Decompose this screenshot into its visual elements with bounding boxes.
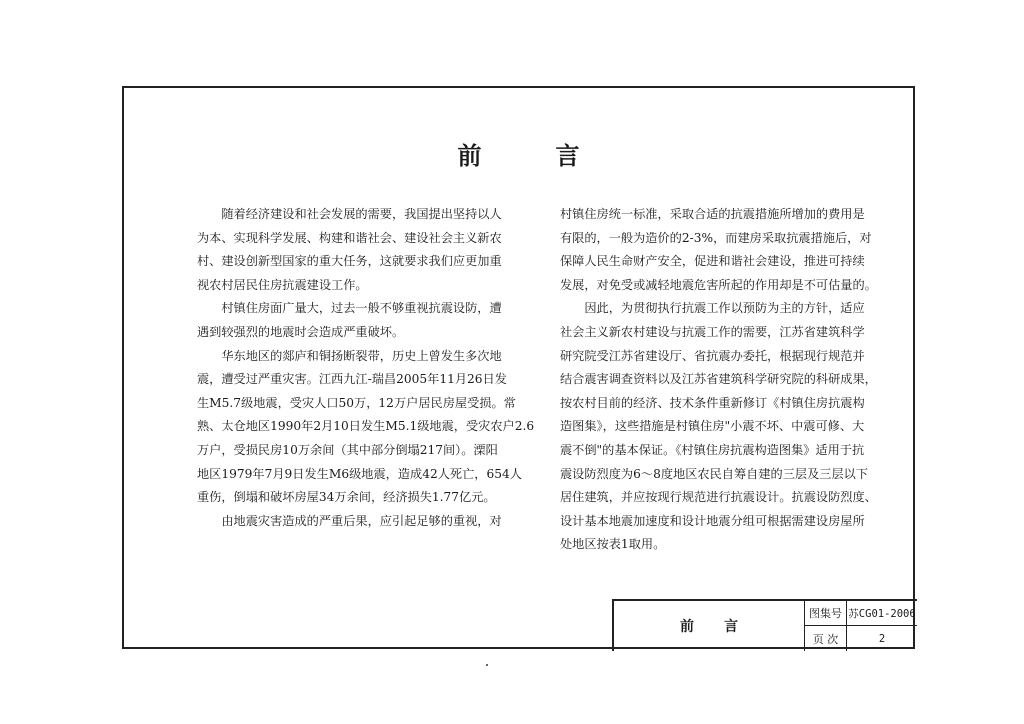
text-line: 重伤，倒塌和破坏房屋34万余间，经济损失1.77亿元。 <box>197 490 496 505</box>
text-line: 设计基本地震加速度和设计地震分组可根据需建设房屋所 <box>560 513 865 528</box>
text-line: 社会主义新农村建设与抗震工作的需要，江苏省建筑科学 <box>560 324 865 339</box>
page-title: 前言 <box>457 142 654 170</box>
page-number-value: 2 <box>878 632 886 645</box>
right-text-column <box>560 203 880 557</box>
text-line: 随着经济建设和社会发展的需要，我国提出坚持以人 <box>197 207 502 221</box>
text-line: 有限的，一般为造价的2-3%，而建房采取抗震措施后，对 <box>560 230 872 245</box>
page-number-row <box>805 626 917 651</box>
title-block-drawing-name: 前言 <box>680 619 768 635</box>
text-line: 遇到较强烈的地震时会造成严重破坏。 <box>197 324 405 339</box>
left-text-column <box>197 203 535 533</box>
text-line: 生M5.7级地震，受灾人口50万，12万户居民房屋受损。常 <box>197 395 516 410</box>
text-line: 视农村居民住房抗震建设工作。 <box>197 277 368 292</box>
text-line: 震设防烈度为6～8度地区农民自筹自建的三层及三层以下 <box>560 466 869 481</box>
atlas-number-row <box>805 601 917 626</box>
text-line: 地区1979年7月9日发生M6级地震，造成42人死亡，654人 <box>197 466 522 481</box>
text-line: 震，遭受过严重灾害。江西九江-瑞昌2005年11月26日发 <box>197 372 507 387</box>
text-line: 为本、实现科学发展、构建和谐社会、建设社会主义新农 <box>197 230 502 245</box>
text-line: 发展，对免受或减轻地震危害所起的作用却是不可估量的。 <box>560 277 877 292</box>
text-line: 研究院受江苏省建设厅、省抗震办委托，根据现行规范并 <box>560 348 865 363</box>
title-block-grid <box>804 601 917 651</box>
text-line: 村、建设创新型国家的重大任务，这就要求我们应更加重 <box>197 254 502 269</box>
scan-speck <box>486 664 488 666</box>
text-line: 按农村目前的经济、技术条件重新修订《村镇住房抗震构 <box>560 395 865 410</box>
text-line: 震不倒"的基本保证。《村镇住房抗震构造图集》适用于抗 <box>560 442 865 457</box>
text-line: 结合震害调查资料以及江苏省建筑科学研究院的科研成果， <box>560 372 877 387</box>
text-line: 造图集》，这些措施是村镇住房"小震不坏、中震可修、大 <box>560 419 865 434</box>
text-line: 万户，受损民房10万余间（其中部分倒塌217间）。溧阳 <box>197 442 498 457</box>
text-line: 由地震灾害造成的严重后果，应引起足够的重视，对 <box>197 513 502 528</box>
atlas-number-value: 苏CG01-2006 <box>848 607 916 620</box>
text-line: 处地区按表1取用。 <box>560 537 666 552</box>
text-line: 村镇住房统一标准，采取合适的抗震措施所增加的费用是 <box>560 207 865 221</box>
text-line: 保障人民生命财产安全，促进和谐社会建设，推进可持续 <box>560 254 865 269</box>
text-line: 村镇住房面广量大，过去一般不够重视抗震设防，遭 <box>197 301 502 316</box>
text-line: 熟、太仓地区1990年2月10日发生M5.1级地震，受灾农户2.6 <box>197 419 535 434</box>
title-block <box>612 599 917 651</box>
text-line: 居住建筑，并应按现行规范进行抗震设计。抗震设防烈度、 <box>560 490 877 505</box>
text-line: 华东地区的郯庐和铜扬断裂带，历史上曾发生多次地 <box>197 348 502 363</box>
atlas-number-label: 图集号 <box>805 601 847 625</box>
drawing-frame <box>122 86 915 649</box>
page-number-label: 页 次 <box>805 626 847 651</box>
text-line: 因此，为贯彻执行抗震工作以预防为主的方针，适应 <box>560 301 865 316</box>
